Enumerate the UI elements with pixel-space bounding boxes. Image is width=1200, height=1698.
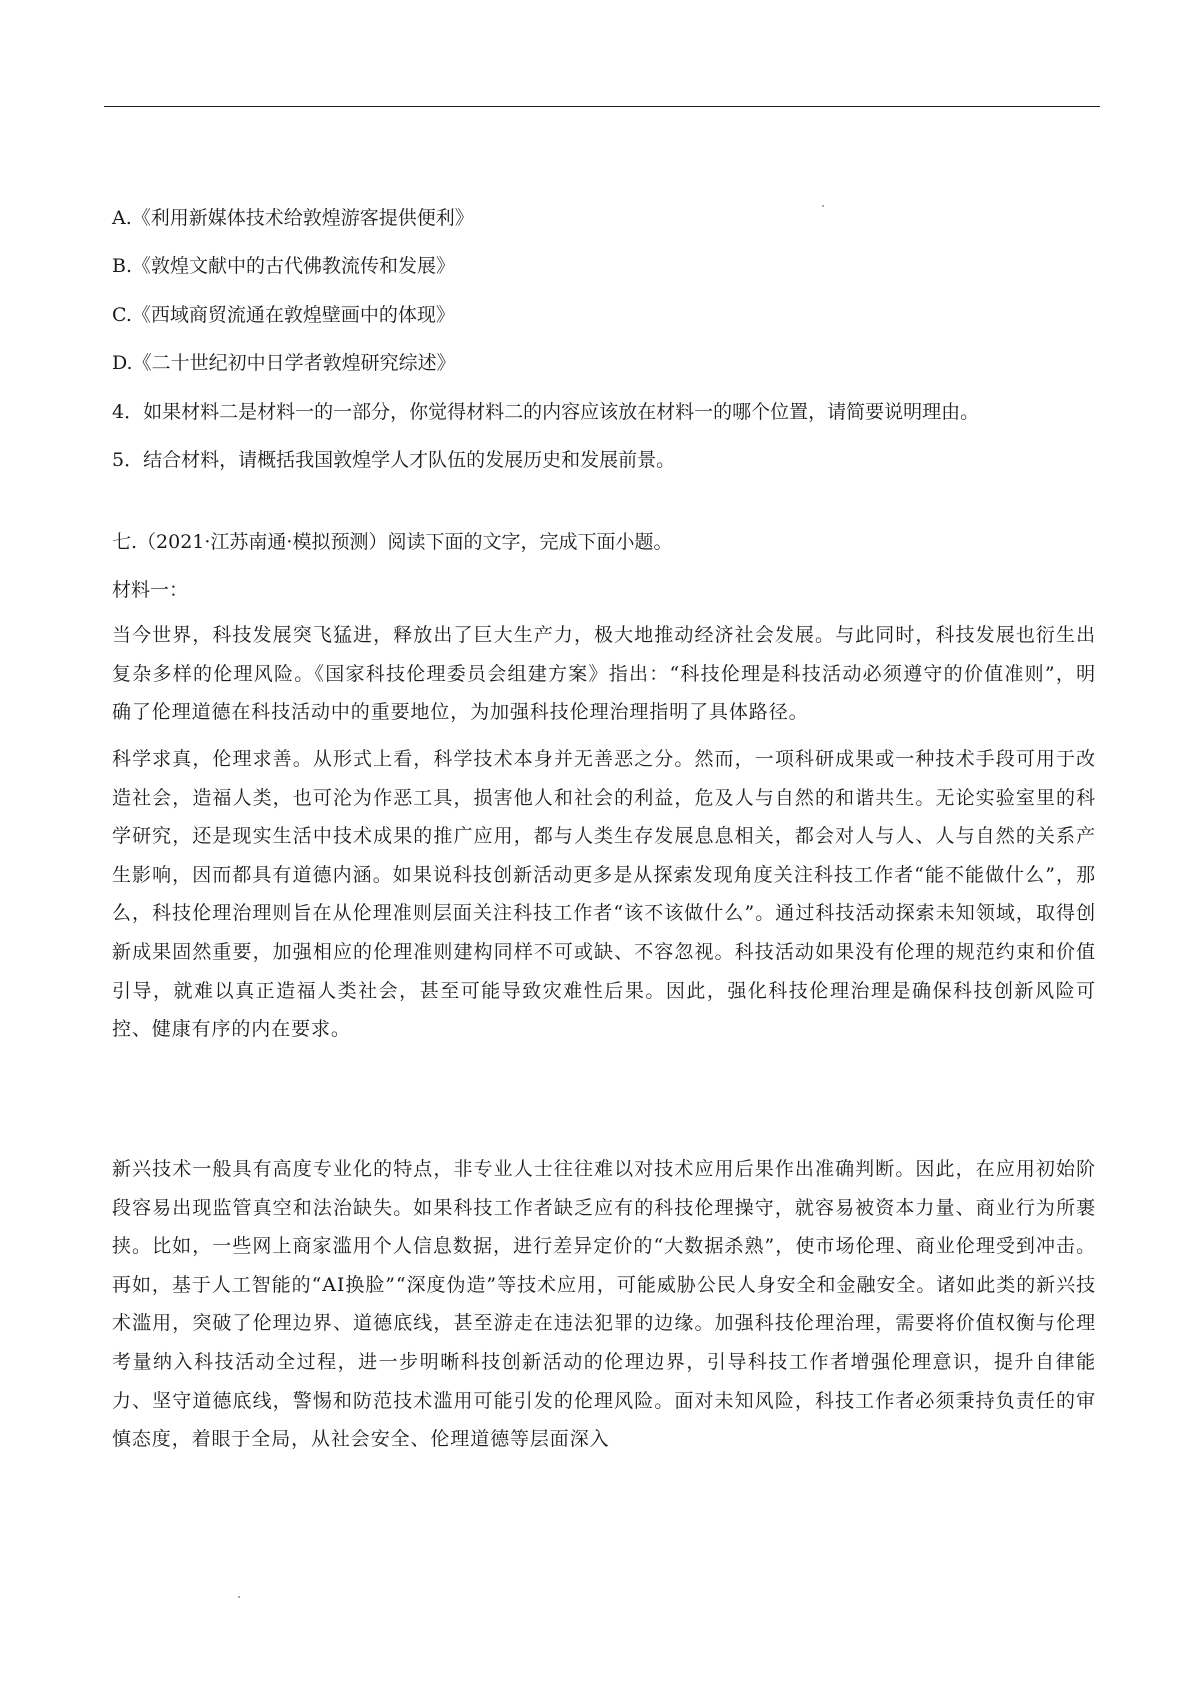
material-label: 材料一： [112, 579, 189, 601]
option-d: D.《二十世纪初中日学者敦煌研究综述》 [112, 352, 456, 374]
option-b: B.《敦煌文献中的古代佛教流传和发展》 [112, 255, 456, 277]
header-rule [104, 106, 1100, 107]
section-heading: 七.（2021·江苏南通·模拟预测）阅读下面的文字，完成下面小题。 [112, 531, 673, 553]
scan-speck [238, 1596, 240, 1598]
question-4: 4．如果材料二是材料一的一部分，你觉得材料二的内容应该放在材料一的哪个位置，请简要说明理由。 [112, 401, 980, 423]
option-a: A.《利用新媒体技术给敦煌游客提供便利》 [112, 207, 474, 229]
paragraph-2: 科学求真，伦理求善。从形式上看，科学技术本身并无善恶之分。然而，一项科研成果或一种技术手段可用于改造社会，造福人类，也可沦为作恶工具，损害他人和社会的利益，危及人与自然的和谐共生。无论实验室里的科学研究，还是现实生活中技术成果的推广应用，都与人类生存发展息息相关，都会对人与人、人与自然的关系产生影响，因而都具有道德内涵。如果说科技创新活动更多是从探索发现角度关注科技工作者“能不能做什么”，那么，科技伦理治理则旨在从伦理准则层面关注科技工作者“该不该做什么”。通过科技活动探索未知领域，取得创新成果固然重要，加强相应的伦理准则建构同样不可或缺、不容忽视。科技活动如果没有伦理的规范约束和价值引导，就难以真正造福人类社会，甚至可能导致灾难性后果。因此，强化科技伦理治理是确保科技创新风险可控、健康有序的内在要求。 [112, 748, 1096, 1041]
question-5: 5．结合材料，请概括我国敦煌学人才队伍的发展历史和发展前景。 [112, 449, 676, 471]
paragraph-1: 当今世界，科技发展突飞猛进，释放出了巨大生产力，极大地推动经济社会发展。与此同时，科技发展也衍生出复杂多样的伦理风险。《国家科技伦理委员会组建方案》指出：“科技伦理是科技活动必须遵守的价值准则”，明确了伦理道德在科技活动中的重要地位，为加强科技伦理治理指明了具体路径。 [112, 624, 1096, 724]
option-c: C.《西域商贸流通在敦煌壁画中的体现》 [112, 304, 455, 326]
paragraph-3: 新兴技术一般具有高度专业化的特点，非专业人士往往难以对技术应用后果作出准确判断。因此，在应用初始阶段容易出现监管真空和法治缺失。如果科技工作者缺乏应有的科技伦理操守，就容易被资本力量、商业行为所裹挟。比如，一些网上商家滥用个人信息数据，进行差异定价的“大数据杀熟”，使市场伦理、商业伦理受到冲击。再如，基于人工智能的“AI换脸”“深度伪造”等技术应用，可能威胁公民人身安全和金融安全。诸如此类的新兴技术滥用，突破了伦理边界、道德底线，甚至游走在违法犯罪的边缘。加强科技伦理治理，需要将价值权衡与伦理考量纳入科技活动全过程，进一步明晰科技创新活动的伦理边界，引导科技工作者增强伦理意识，提升自律能力、坚守道德底线，警惕和防范技术滥用可能引发的伦理风险。面对未知风险，科技工作者必须秉持负责任的审慎态度，着眼于全局，从社会安全、伦理道德等层面深入 [112, 1158, 1096, 1451]
